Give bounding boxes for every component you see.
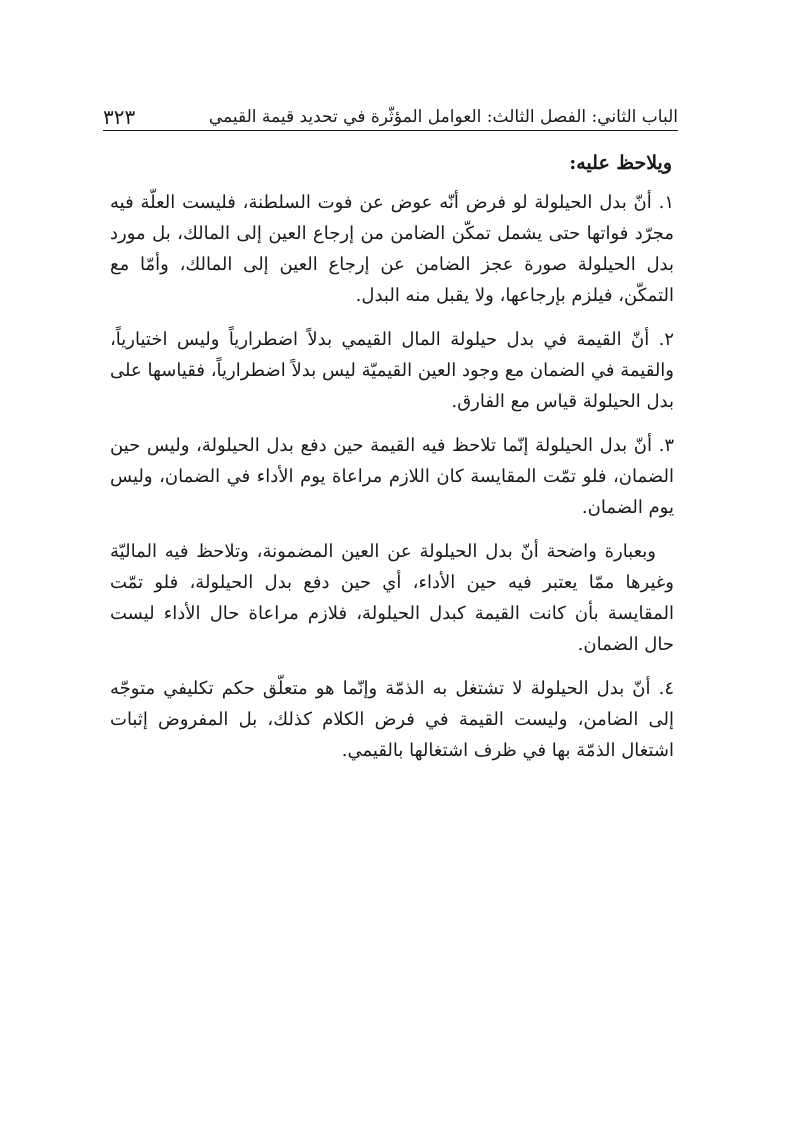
- paragraph-point-4: ٤. أنّ بدل الحيلولة لا تشتغل به الذمّة وإنّما هو متعلّق حكم تكليفي متوجّه إلى الضامن، وليست القيمة في فرض الكلام كذلك، بل المفروض إثبات اشتغال الذمّة بها في ظرف اشتغالها بالقيمي.: [110, 678, 674, 761]
- paragraph-clarification: وبعبارة واضحة أنّ بدل الحيلولة عن العين المضمونة، وتلاحظ فيه الماليّة وغيرها ممّا يعتبر فيه حين الأداء، أي حين دفع بدل الحيلولة، فلو تمّت المقايسة بأن كانت القيمة كبدل الحيلولة، فلازم مراعاة حال الأداء ليست حال الضمان.: [110, 541, 674, 655]
- running-header-title: الباب الثاني: الفصل الثالث: العوامل المؤثّرة في تحديد قيمة القيمي: [208, 107, 678, 127]
- running-header: [103, 94, 678, 128]
- paragraph-point-3: ٣. أنّ بدل الحيلولة إنّما تلاحظ فيه القيمة حين دفع بدل الحيلولة، وليس حين الضمان، فلو تمّت المقايسة كان اللازم مراعاة يوم الأداء في الضمان، وليس يوم الضمان.: [110, 435, 674, 518]
- header-divider: [103, 130, 678, 131]
- paragraph-point-2: ٢. أنّ القيمة في بدل حيلولة المال القيمي بدلاً اضطرارياً وليس اختيارياً، والقيمة في الضمان مع وجود العين القيميّة ليس بدلاً اضطرارياً، فقياسها على بدل الحيلولة قياس مع الفارق.: [110, 329, 674, 412]
- paragraph-point-1: ١. أنّ بدل الحيلولة لو فرض أنّه عوض عن فوت السلطنة، فليست العلّة فيه مجرّد فواتها حتى يشمل تمكّن الضامن من إرجاع العين إلى المالك، بل مورد بدل الحيلولة صورة عجز الضامن عن إرجاع العين إلى المالك، وأمّا مع التمكّن، فيلزم بإرجاعها، ولا يقبل منه البدل.: [110, 192, 674, 306]
- page-number: ٣٢٣: [103, 105, 136, 129]
- body-text: [110, 148, 678, 779]
- section-heading: ويلاحظ عليه:: [569, 152, 672, 174]
